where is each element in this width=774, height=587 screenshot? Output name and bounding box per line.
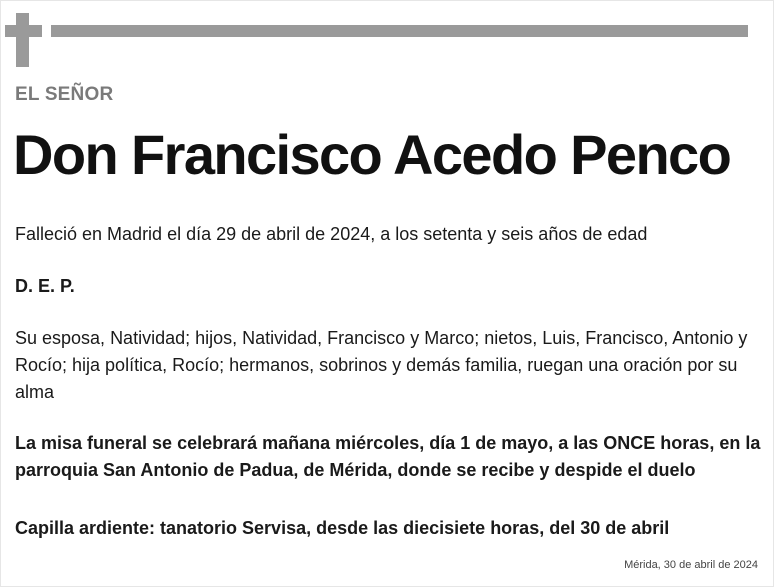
place-date-footer: Mérida, 30 de abril de 2024 <box>624 559 758 571</box>
cross-vertical-bar <box>16 13 29 67</box>
death-details: Falleció en Madrid el día 29 de abril de 2024, a los setenta y seis años de edad <box>15 224 648 244</box>
funeral-paragraph: La misa funeral se celebrará mañana miércoles, día 1 de mayo, a las ONCE horas, en la parroquia San Antonio de Padua, de Mérida, donde se recibe y despide el duelo <box>15 433 761 480</box>
chapel-line: Capilla ardiente: tanatorio Servisa, desde las diecisiete horas, del 30 de abril <box>15 518 670 538</box>
header-rule <box>51 25 748 37</box>
deceased-name: Don Francisco Acedo Penco <box>13 123 731 186</box>
honorific-prefix: EL SEÑOR <box>15 84 114 105</box>
family-paragraph: Su esposa, Natividad; hijos, Natividad, Francisco y Marco; nietos, Luis, Francisco, Antonio y Rocío; hija política, Rocío; hermanos, sobrinos y demás familia, ruegan una oración por su alma <box>15 328 748 402</box>
cross-horizontal-bar <box>5 25 42 37</box>
rip-line: D. E. P. <box>15 276 75 296</box>
